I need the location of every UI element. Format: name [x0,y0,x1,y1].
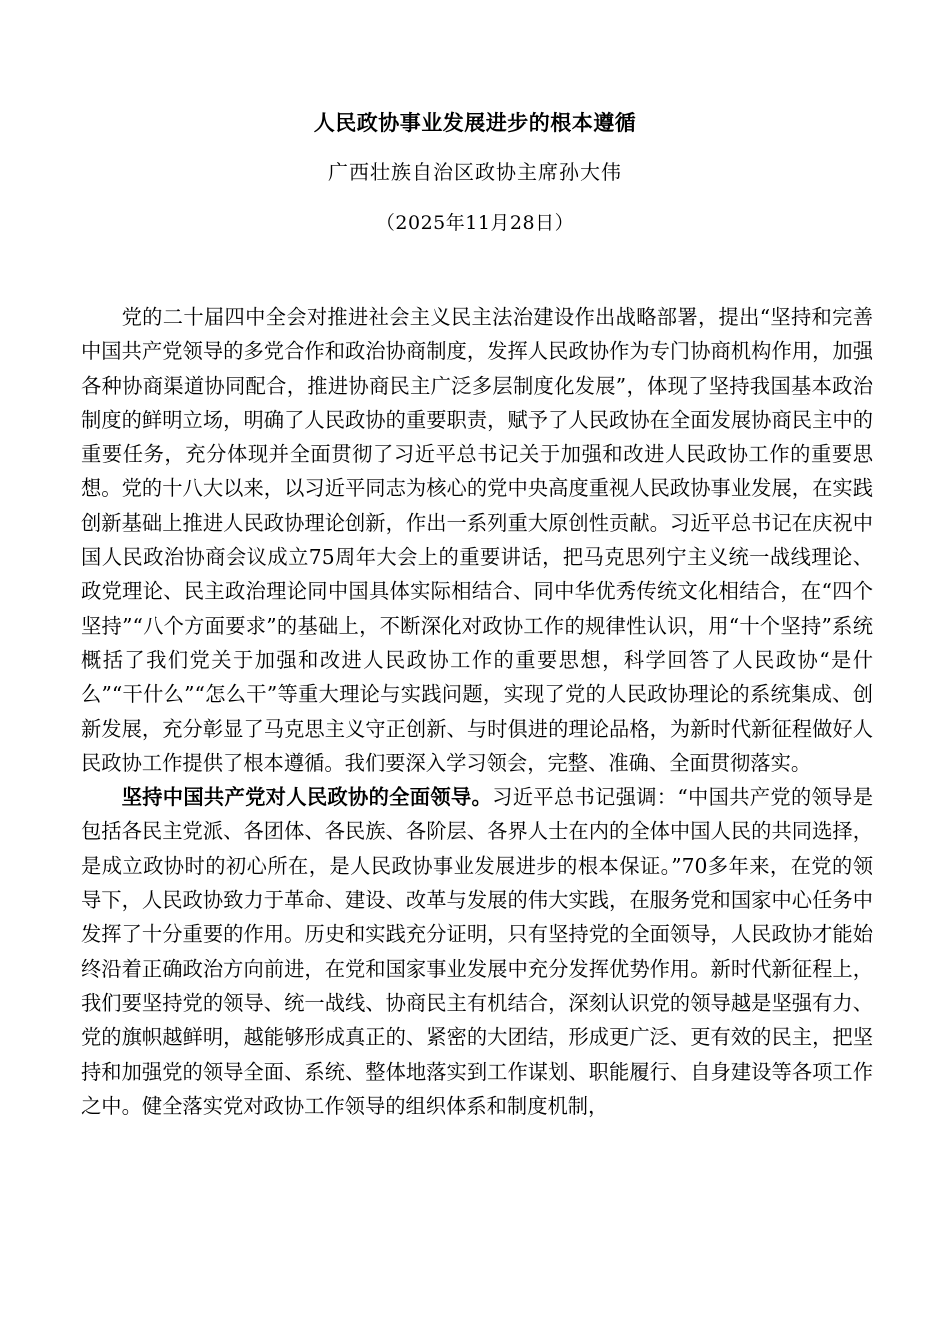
paragraph-party-leadership [81,780,873,1123]
paragraph-text: 党的二十届四中全会对推进社会主义民主法治建设作出战略部署，提出“坚持和完善中国共产党领导的多党合作和政治协商制度，发挥人民政协作为专门协商机构作用，加强各种协商渠道协同配合，推进协商民主广泛多层制度化发展”，体现了坚持我国基本政治制度的鲜明立场，明确了人民政协的重要职责，赋予了人民政协在全面发展协商民主中的重要任务，充分体现并全面贯彻了习近平总书记关于加强和改进人民政协工作的重要思想。党的十八大以来，以习近平同志为核心的党中央高度重视人民政协事业发展，在实践创新基础上推进人民政协理论创新，作出一系列重大原创性贡献。习近平总书记在庆祝中国人民政治协商会议成立75周年大会上的重要讲话，把马克思列宁主义统一战线理论、政党理论、民主政治理论同中国具体实际相结合、同中华优秀传统文化相结合，在“四个坚持”“八个方面要求”的基础上，不断深化对政协工作的规律性认识，用“十个坚持”系统概括了我们党关于加强和改进人民政协工作的重要思想，科学回答了人民政协“是什么”“干什么”“怎么干”等重大理论与实践问题，实现了党的人民政协理论的系统集成、创新发展，充分彰显了马克思主义守正创新、与时俱进的理论品格，为新时代新征程做好人民政协工作提供了根本遵循。我们要深入学习领会，完整、准确、全面贯彻落实。 [81,305,873,775]
paragraph-lead: 坚持中国共产党对人民政协的全面领导。 [121,785,493,810]
document-date: （2025年11月28日） [375,212,575,234]
document-title: 人民政协事业发展进步的根本遵循 [313,110,637,135]
document-body [81,300,873,1123]
paragraph-intro [81,300,873,780]
document-author: 广西壮族自治区政协主席孙大伟 [328,160,622,184]
paragraph-text: 习近平总书记强调：“中国共产党的领导是包括各民主党派、各团体、各民族、各阶层、各界人士在内的全体中国人民的共同选择，是成立政协时的初心所在，是人民政协事业发展进步的根本保证。”70多年来，在党的领导下，人民政协致力于革命、建设、改革与发展的伟大实践，在服务党和国家中心任务中发挥了十分重要的作用。历史和实践充分证明，只有坚持党的全面领导，人民政协才能始终沿着正确政治方向前进，在党和国家事业发展中充分发挥优势作用。新时代新征程上，我们要坚持党的领导、统一战线、协商民主有机结合，深刻认识党的领导越是坚强有力、党的旗帜越鲜明，越能够形成真正的、紧密的大团结，形成更广泛、更有效的民主，把坚持和加强党的领导全面、系统、整体地落实到工作谋划、职能履行、自身建设等各项工作之中。健全落实党对政协工作领导的组织体系和制度机制， [81,785,873,1118]
